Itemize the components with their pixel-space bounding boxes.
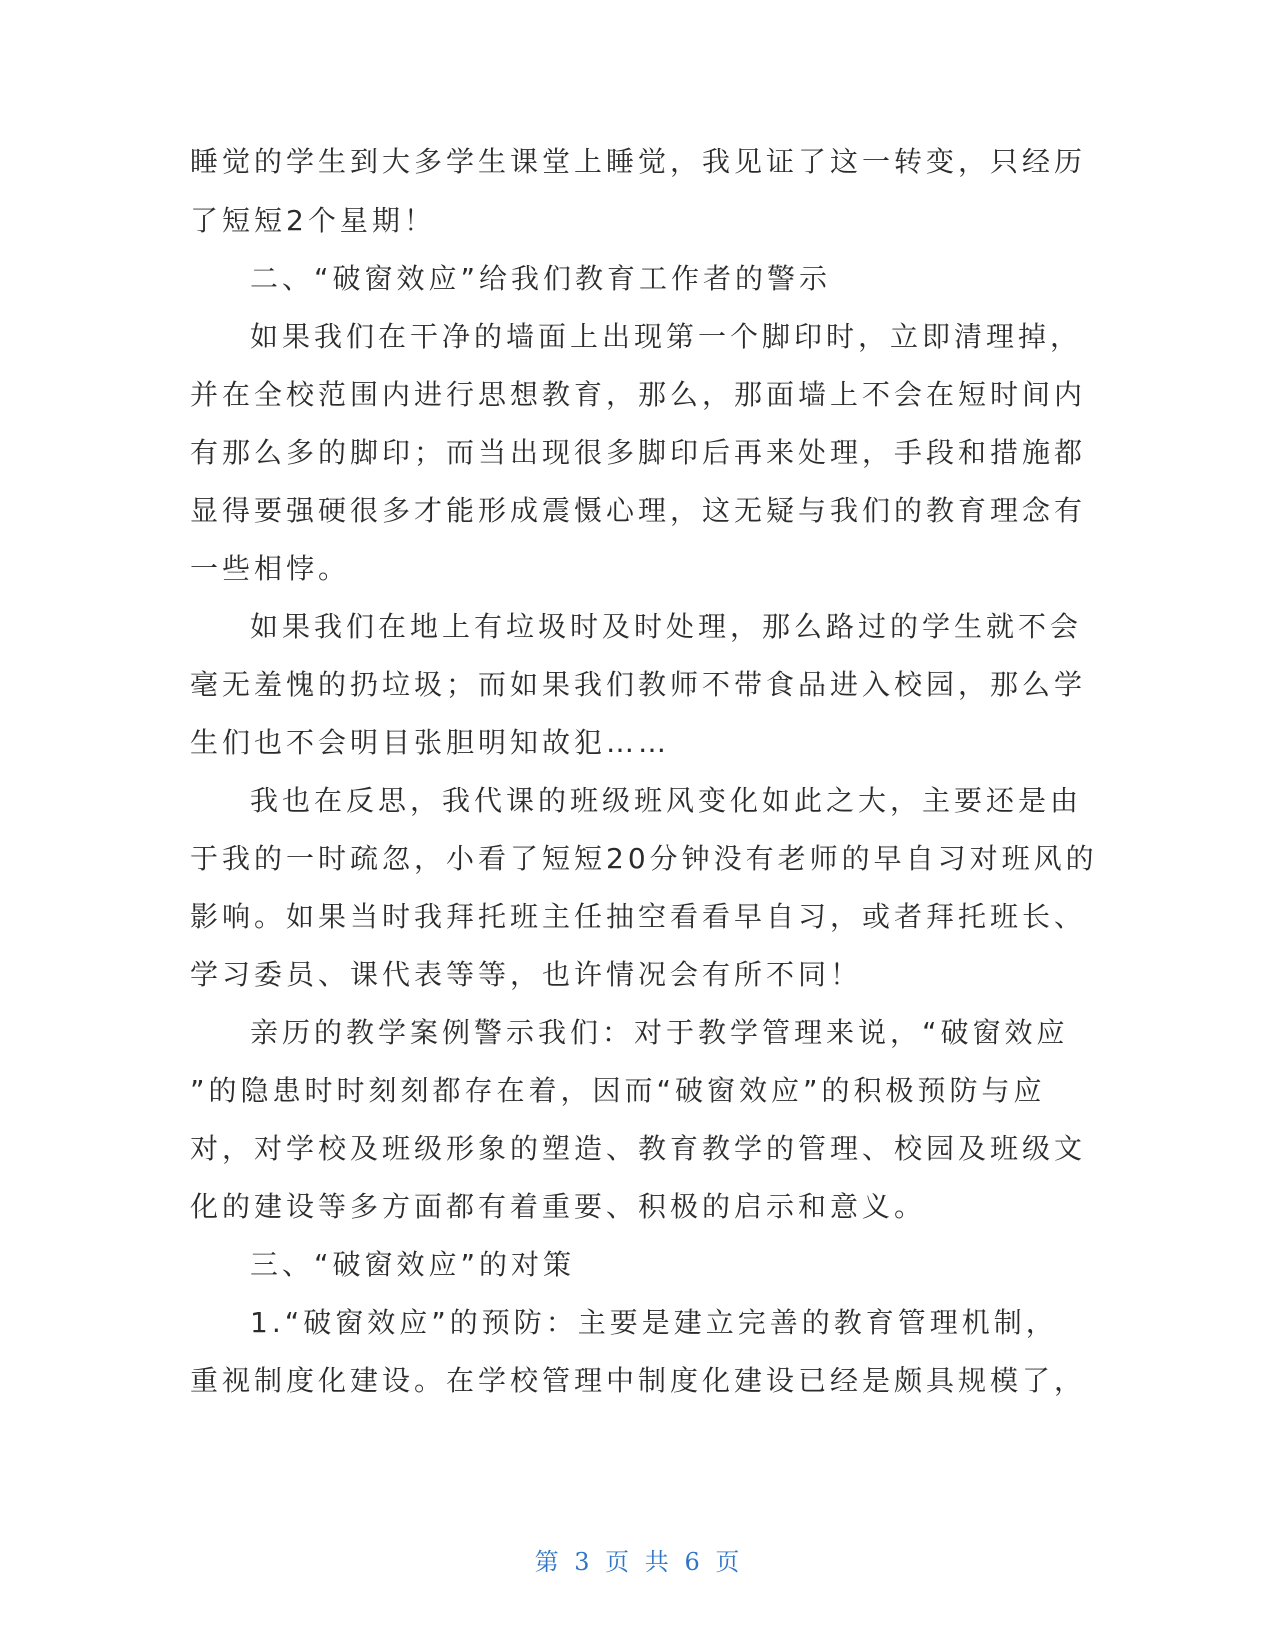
text-line: 睡觉的学生到大多学生课堂上睡觉，我见证了这一转变，只经历 xyxy=(190,145,1087,178)
text-line: 对，对学校及班级形象的塑造、教育教学的管理、校园及班级文 xyxy=(190,1132,1087,1165)
text-line: 一些相悖。 xyxy=(190,552,351,585)
page-number-footer: 第 3 页 共 6 页 xyxy=(534,1548,741,1576)
text-line: 影响。如果当时我拜托班主任抽空看看早自习，或者拜托班长、 xyxy=(190,900,1087,933)
text-line: 毫无羞愧的扔垃圾；而如果我们教师不带食品进入校园，那么学 xyxy=(190,668,1087,701)
text-line: 1.“破窗效应”的预防：主要是建立完善的教育管理机制， xyxy=(250,1306,1058,1339)
text-line: 并在全校范围内进行思想教育，那么，那面墙上不会在短时间内 xyxy=(190,378,1087,411)
text-line: 化的建设等多方面都有着重要、积极的启示和意义。 xyxy=(190,1190,927,1223)
text-line: 亲历的教学案例警示我们：对于教学管理来说，“破窗效应 xyxy=(250,1016,1069,1049)
text-line: 我也在反思，我代课的班级班风变化如此之大，主要还是由 xyxy=(250,784,1083,817)
text-line: 了短短2个星期！ xyxy=(190,204,436,237)
section-heading: 三、“破窗效应”的对策 xyxy=(250,1248,576,1281)
text-line: 生们也不会明目张胆明知故犯…… xyxy=(190,726,671,759)
text-line: 如果我们在干净的墙面上出现第一个脚印时，立即清理掉， xyxy=(250,320,1083,353)
text-line: 于我的一时疏忽，小看了短短20分钟没有老师的早自习对班风的 xyxy=(190,842,1098,875)
section-heading: 二、“破窗效应”给我们教育工作者的警示 xyxy=(250,262,832,295)
text-line: 重视制度化建设。在学校管理中制度化建设已经是颇具规模了， xyxy=(190,1364,1087,1397)
text-line: 如果我们在地上有垃圾时及时处理，那么路过的学生就不会 xyxy=(250,610,1083,643)
text-line: 有那么多的脚印；而当出现很多脚印后再来处理，手段和措施都 xyxy=(190,436,1087,469)
text-line: 显得要强硬很多才能形成震慑心理，这无疑与我们的教育理念有 xyxy=(190,494,1087,527)
text-line: 学习委员、课代表等等，也许情况会有所不同！ xyxy=(190,958,863,991)
text-line: ”的隐患时时刻刻都存在着，因而“破窗效应”的积极预防与应 xyxy=(190,1074,1046,1107)
